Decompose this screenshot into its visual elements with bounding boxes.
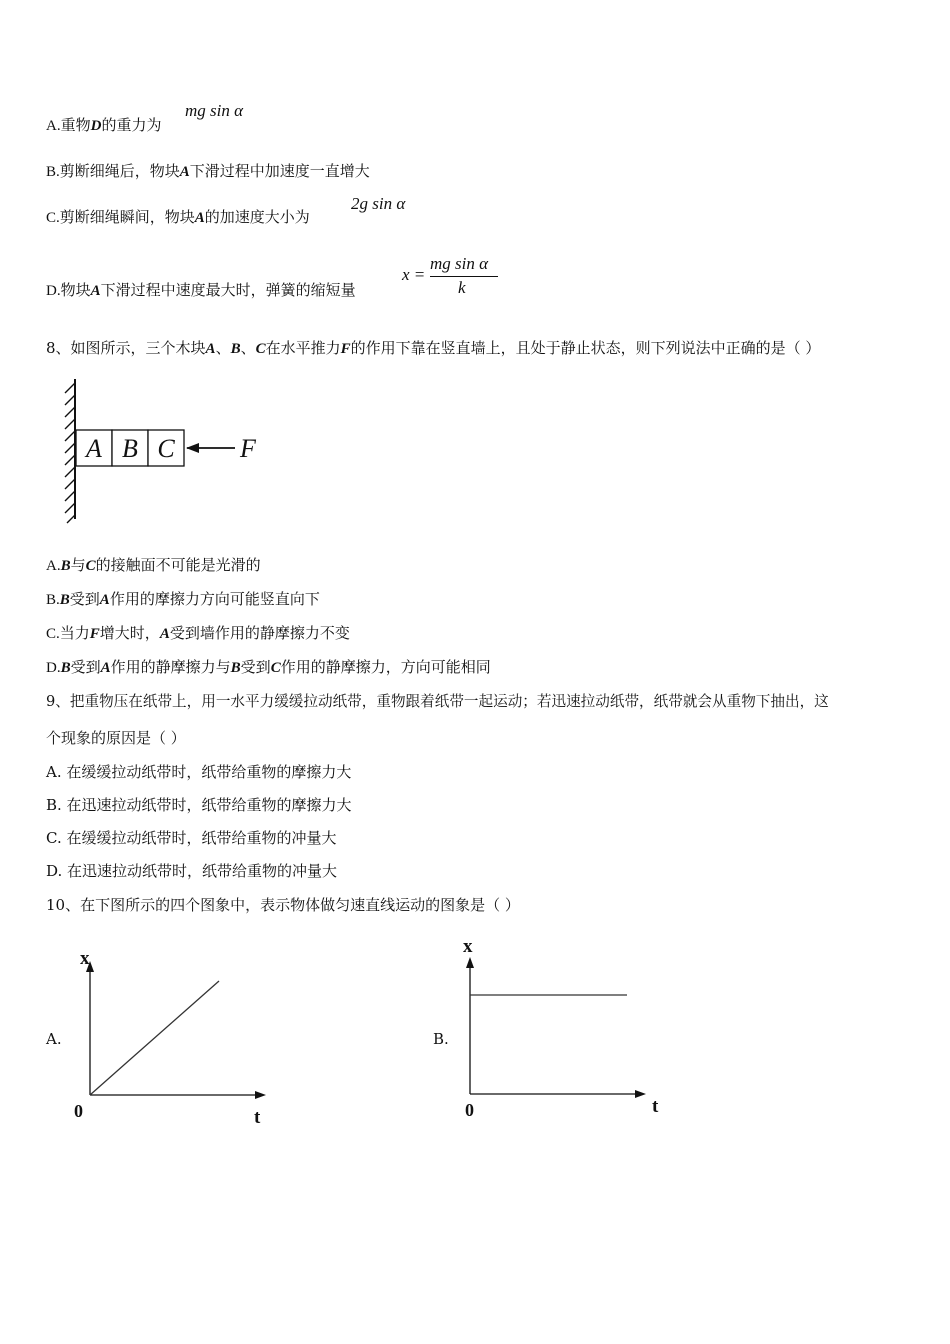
q9-option-c: C. 在缓缓拉动纸带时，纸带给重物的冲量大 [46,829,337,847]
q7a-formula: mg sin α [185,101,244,120]
q7d-formula-lhs: x = [402,265,426,284]
option-text: 重物 [60,116,91,134]
var-b: B [59,592,70,608]
option-label: A. [46,558,61,574]
q7-option-b [46,161,370,182]
option-text: 受到 [240,658,271,676]
fraction-denominator: k [458,278,466,297]
option-text: 剪断细绳瞬间，物块 [59,208,195,226]
option-label: C. [46,210,60,226]
stem-text: 的作用下靠在竖直墙上，且处于静止状态，则下列说法中正确的是（ ） [350,339,821,357]
option-text: 作用的静摩擦力与 [110,658,231,676]
q9-stem-line1: 9、把重物压在纸带上，用一水平力缓缓拉动纸带，重物跟着纸带一起运动；若迅速拉动纸带，纸带就会从重物下抽出，这 [46,693,829,710]
option-label: C. [46,626,60,642]
graph-b [450,935,675,1125]
q9-option-b: B. 在迅速拉动纸带时，纸带给重物的摩擦力大 [46,796,352,814]
stem-text: 、 [240,339,256,357]
option-text: 下滑过程中速度最大时，弹簧的缩短量 [100,281,356,299]
q8-option-a [46,555,261,576]
var-a: A [205,341,216,357]
var-a: A [99,592,110,608]
origin-label: 0 [74,1101,83,1121]
q7c-formula: 2g sin α [351,194,406,213]
var-b: B [60,660,71,676]
option-text: 受到墙作用的静摩擦力不变 [169,624,350,642]
q7-option-d [46,280,356,301]
block-c-label: C [157,434,175,463]
fraction-numerator: mg sin α [430,254,489,273]
var-b: B [60,558,71,574]
y-axis-label: x [80,948,90,969]
q7d-fraction [430,254,500,300]
option-text: 增大时， [99,624,160,642]
q10-stem: 10、在下图所示的四个图象中，表示物体做匀速直线运动的图象是（ ） [46,896,520,914]
var-a: A [194,210,205,226]
option-text: 剪断细绳后，物块 [59,162,180,180]
stem-text: 在水平推力 [265,339,341,357]
q9-stem-line2: 个现象的原因是（ ） [46,729,186,747]
var-f: F [89,626,100,642]
option-text: 作用的摩擦力方向可能竖直向下 [109,590,320,608]
option-label: A. [46,118,61,134]
block-b-label: B [122,434,138,463]
graph-a-line [90,981,219,1095]
var-b: B [230,341,241,357]
option-text: 当力 [59,624,90,642]
stem-text: 8、如图所示，三个木块 [46,339,206,357]
var-a: A [159,626,170,642]
graph-b-label: B. [433,1030,449,1048]
origin-label: 0 [465,1100,474,1120]
option-label: D. [46,660,61,676]
var-a: A [90,283,101,299]
option-text: 受到 [70,658,101,676]
graph-a [65,945,280,1130]
q7-option-c [46,207,310,228]
option-text: 的加速度大小为 [204,208,310,226]
q8-figure [55,375,275,525]
q8-option-b [46,589,320,610]
var-a: A [179,164,190,180]
option-text: 物块 [60,281,91,299]
var-b: B [230,660,241,676]
var-c: C [85,558,96,574]
stem-text: 、 [215,339,231,357]
block-a-label: A [86,434,102,463]
force-label: F [240,434,256,463]
wall [65,379,75,523]
x-axis-label: t [254,1107,261,1128]
force-arrow [186,443,235,453]
q9-option-a: A. 在缓缓拉动纸带时，纸带给重物的摩擦力大 [46,763,352,781]
q8-option-d [46,657,491,678]
q8-option-c [46,623,350,644]
option-text: 作用的静摩擦力，方向可能相同 [280,658,491,676]
option-text: 下滑过程中加速度一直增大 [189,162,370,180]
option-label: D. [46,283,61,299]
var-c: C [270,660,281,676]
option-text: 的接触面不可能是光滑的 [95,556,261,574]
graph-a-label: A. [46,1030,62,1048]
var-f: F [340,341,351,357]
q7-option-a [46,115,161,136]
q9-option-d: D. 在迅速拉动纸带时，纸带给重物的冲量大 [46,862,338,880]
y-axis-label: x [463,936,473,957]
option-label: B. [46,592,60,608]
var-d: D [90,118,102,134]
option-text: 的重力为 [101,116,162,134]
q8-stem [46,338,820,359]
var-a: A [100,660,111,676]
option-text: 受到 [69,590,100,608]
var-c: C [255,341,266,357]
option-label: B. [46,164,60,180]
x-axis-label: t [652,1096,659,1117]
fraction-bar [430,276,498,277]
option-text: 与 [70,556,86,574]
